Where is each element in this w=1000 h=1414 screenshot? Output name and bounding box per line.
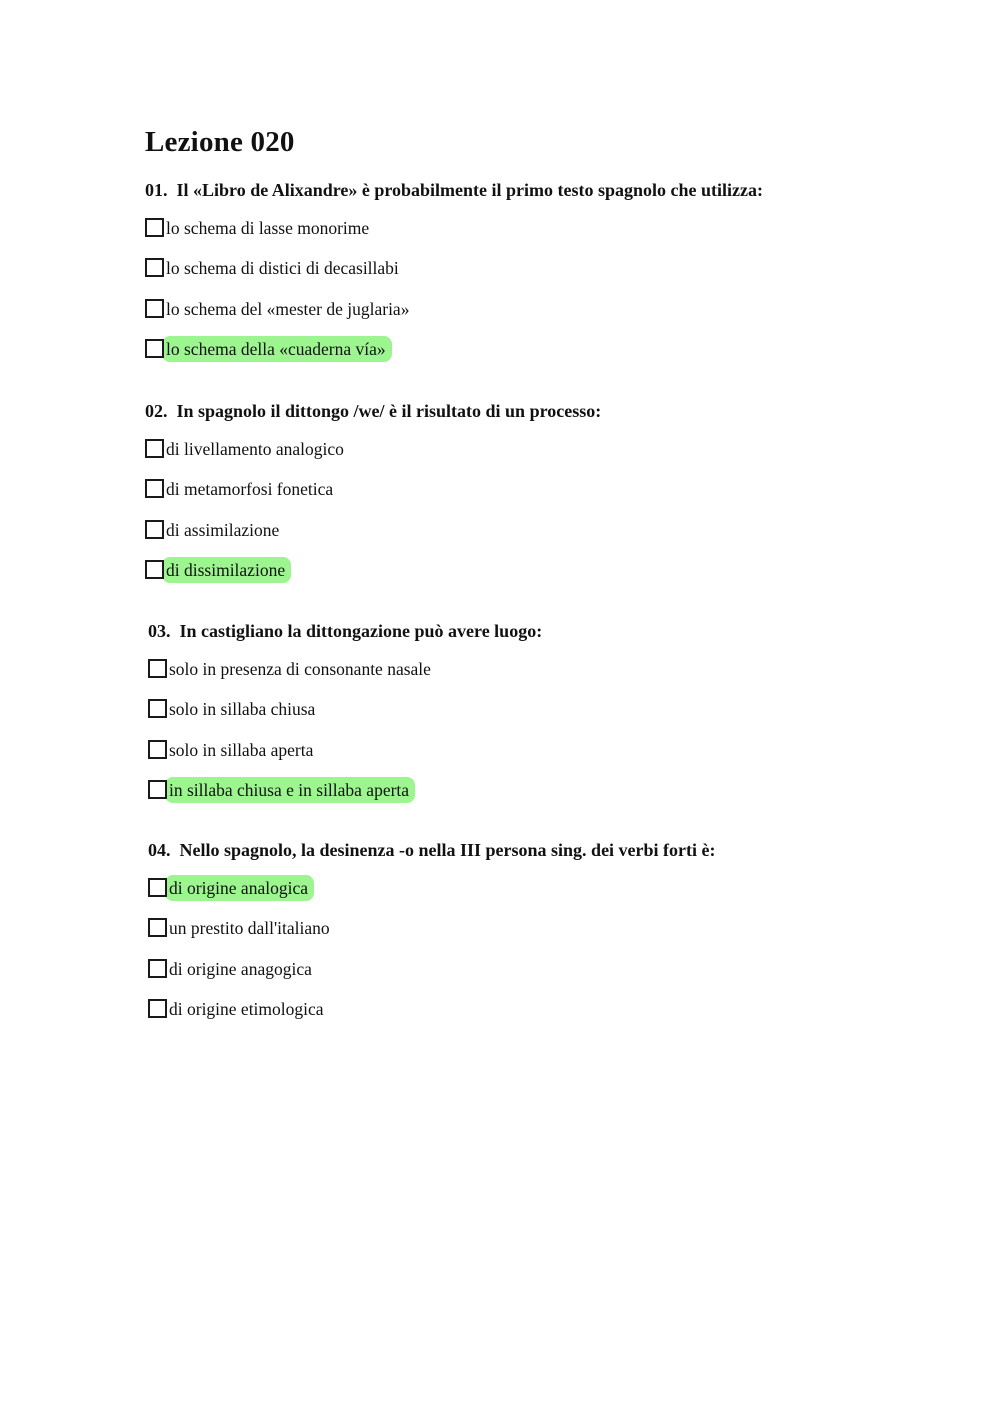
checkbox[interactable] [148,740,167,759]
checkbox[interactable] [148,999,167,1018]
question-number: 04. [148,840,171,860]
option-label: solo in sillaba chiusa [169,699,316,720]
checkbox[interactable] [145,520,164,539]
option-item[interactable] [145,517,905,557]
option-item[interactable] [148,956,908,996]
question-number: 03. [148,621,171,641]
checkbox[interactable] [145,560,164,579]
checkbox[interactable] [145,299,164,318]
checkbox[interactable] [145,479,164,498]
option-item[interactable] [145,255,905,295]
option-label: di assimilazione [166,519,280,540]
option-item[interactable] [145,215,905,255]
option-item[interactable] [148,737,908,777]
question-text [148,618,908,644]
question-2 [145,398,905,597]
option-item[interactable] [145,336,905,376]
option-item[interactable] [148,996,908,1036]
question-1 [145,177,905,376]
checkbox[interactable] [148,780,167,799]
option-label: solo in sillaba aperta [169,739,314,760]
question-prompt: In castigliano la dittongazione può avere luogo: [179,621,543,641]
checkbox[interactable] [148,959,167,978]
option-item[interactable] [145,296,905,336]
option-label: di livellamento analogico [166,439,344,459]
checkbox[interactable] [145,439,164,458]
option-item[interactable] [148,915,908,955]
option-item[interactable] [148,696,908,736]
option-label: in sillaba chiusa e in sillaba aperta [165,777,415,803]
option-label: di dissimilazione [162,557,291,583]
page-title: Lezione 020 [145,126,295,158]
question-prompt: Nello spagnolo, la desinenza -o nella III persona sing. dei verbi forti è: [179,840,716,860]
checkbox[interactable] [145,218,164,237]
question-text [145,398,905,424]
option-label: solo in presenza di consonante nasale [169,659,431,679]
question-number: 02. [145,401,168,421]
option-item[interactable] [148,777,908,817]
checkbox[interactable] [145,339,164,358]
option-label: lo schema del «mester de juglaria» [166,298,410,319]
checkbox[interactable] [148,918,167,937]
option-item[interactable] [145,557,905,597]
option-label: lo schema della «cuaderna vía» [162,336,392,362]
checkbox[interactable] [145,258,164,277]
question-4 [148,837,908,1036]
options-list [148,656,908,817]
question-3 [148,618,908,817]
question-text [145,177,905,203]
option-item[interactable] [145,436,905,476]
option-label: lo schema di lasse monorime [166,218,370,238]
options-list [145,215,905,376]
checkbox[interactable] [148,699,167,718]
option-item[interactable] [148,656,908,696]
option-label: di origine etimologica [169,998,324,1019]
question-number: 01. [145,180,168,200]
options-list [145,436,905,597]
question-prompt: Il «Libro de Alixandre» è probabilmente il primo testo spagnolo che utilizza: [176,180,764,200]
question-prompt: In spagnolo il dittongo /we/ è il risultato di un processo: [176,401,602,421]
option-label: di origine analogica [165,875,314,901]
checkbox[interactable] [148,659,167,678]
options-list [148,875,908,1036]
question-text [148,837,908,863]
option-item[interactable] [145,476,905,516]
option-label: lo schema di distici di decasillabi [166,258,399,279]
option-item[interactable] [148,875,908,915]
option-label: di origine anagogica [169,958,312,979]
checkbox[interactable] [148,878,167,897]
option-label: un prestito dall'italiano [169,918,330,939]
option-label: di metamorfosi fonetica [166,479,334,500]
